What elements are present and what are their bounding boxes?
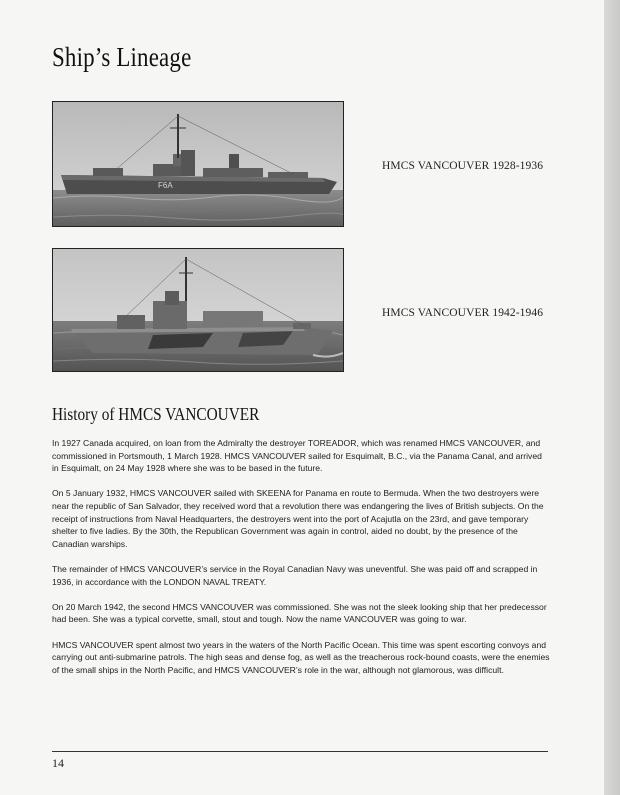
corvette-photo-image xyxy=(53,249,343,371)
history-body xyxy=(52,437,550,689)
hull-marking: F6A xyxy=(158,181,173,190)
page-number: 14 xyxy=(52,756,64,770)
history-paragraph: HMCS VANCOUVER spent almost two years in the waters of the North Pacific Ocean. This time was spent escorting convoys and carrying out anti-submarine patrols. The high seas and dense fog, as well as the treacherous rock-bound coasts, were the enemies of the small ships in the North Pacific, and HMCS VANCOUVER’s role in the war, although not glamorous, was difficult. xyxy=(52,639,550,675)
page-title: Ship’s Lineage xyxy=(52,42,192,72)
destroyer-photo-image xyxy=(53,102,343,226)
history-paragraph: On 5 January 1932, HMCS VANCOUVER sailed with SKEENA for Panama en route to Bermuda. When the two destroyers were near the republic of San Salvador, they received word that a revolution there was endangering the lives of British subjects. On the receipt of instructions from Naval Headquarters, the destroyers went into the port of Acajutla on the 23rd, and gave temporary shelter to five ladies. By the 30th, the Republican Government was again in control, aided no doubt, by the presence of the Canadian warships. xyxy=(52,488,544,549)
photo-caption-2: HMCS VANCOUVER 1942-1946 xyxy=(382,307,544,319)
page-edge-shadow xyxy=(604,0,620,795)
footer-rule xyxy=(52,751,548,752)
history-heading: History of HMCS VANCOUVER xyxy=(52,404,260,424)
history-paragraph: In 1927 Canada acquired, on loan from the Admiralty the destroyer TOREADOR, which was renamed HMCS VANCOUVER, and commissioned in Portsmouth, 1 March 1928. HMCS VANCOUVER sailed for Esquimalt, B.C., via the Panama Canal, and arrived in Esquimalt, on 24 May 1928 where she was to be based in the future. xyxy=(52,438,542,474)
history-paragraph: On 20 March 1942, the second HMCS VANCOUVER was commissioned. She was not the sleek looking ship that her predecessor had been. She was a typical corvette, small, stout and tough. Now the name VANCOUVER was going to war. xyxy=(52,601,547,625)
corvette-photo xyxy=(52,248,344,372)
history-paragraph: The remainder of HMCS VANCOUVER’s service in the Royal Canadian Navy was uneventful. She was paid off and scrapped in 1936, in accordance with the LONDON NAVAL TREATY. xyxy=(52,563,538,587)
destroyer-photo xyxy=(52,101,344,227)
photo-caption-1: HMCS VANCOUVER 1928-1936 xyxy=(382,160,544,172)
